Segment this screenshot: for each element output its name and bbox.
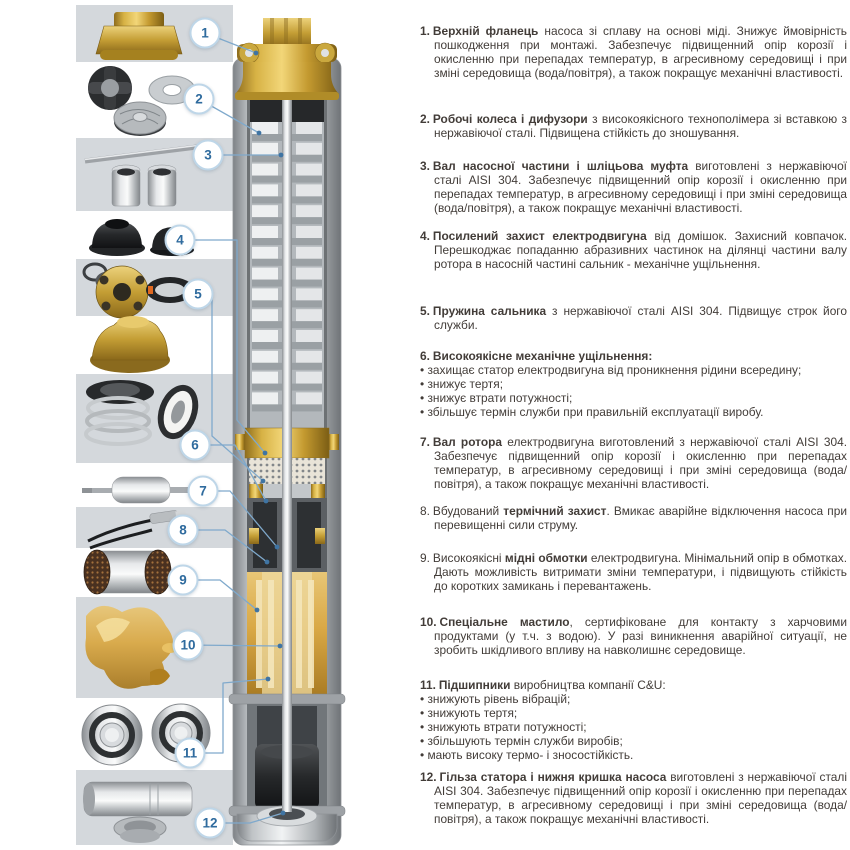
callout-7: 7 bbox=[188, 476, 219, 507]
callout-10: 10 bbox=[173, 630, 204, 661]
callout-8: 8 bbox=[168, 515, 199, 546]
callout-11: 11 bbox=[175, 738, 206, 769]
item-text: Високоякісні мідні обмотки електродвигуна. Мінімальний опір в обмотках. Дають можливість витримати зміни температури, і підвищують стійкість до коротких замикань і перевантажень. bbox=[432, 551, 847, 593]
part-photo-rotor-shaft bbox=[82, 477, 194, 503]
callout-6: 6 bbox=[180, 430, 211, 461]
description-item-1 bbox=[420, 25, 847, 81]
item-number: 10. bbox=[420, 615, 437, 629]
description-item-2 bbox=[420, 113, 847, 141]
item-text: Підшипники виробництва компанії C&U: bbox=[438, 678, 666, 692]
bullet-line: • мають високу термо- і зносостійкість. bbox=[420, 747, 634, 762]
item-text: Пружина сальника з нержавіючої сталі AISI 304. Підвищує строк його служби. bbox=[432, 304, 847, 332]
callout-12: 12 bbox=[195, 808, 226, 839]
item-number: 12. bbox=[420, 770, 437, 784]
item-number: 5. bbox=[420, 304, 430, 318]
description-item-9 bbox=[420, 552, 847, 594]
descriptions-panel bbox=[420, 0, 847, 850]
callout-3: 3 bbox=[193, 140, 224, 171]
bullet-line: • знижують тертя; bbox=[420, 705, 518, 720]
item-text: Вал насосної частини і шліцьова муфта виготовлені з нержавіючої сталі AISI 304. Забезпечує підвищенний опір корозії і окисленню при перепадах температур, в агресивному середовищі і при зміні середовища (вода/повітря), а також покращує механічні властивості. bbox=[432, 159, 847, 215]
description-item-10 bbox=[420, 616, 847, 658]
part-photo-stator-windings bbox=[84, 550, 171, 594]
description-item-5 bbox=[420, 305, 847, 333]
item-number: 6. bbox=[420, 349, 430, 363]
item-text: Гільза статора і нижня кришка насоса виготовлені з нержавіючої сталі AISI 304. Забезпечує підвищенний опір корозії і окисленню при перепадах температур, в агресивному середовищі і при зміні середовища (вода/повітря), а також покращує механічні властивості. bbox=[434, 770, 847, 826]
callout-2: 2 bbox=[184, 84, 215, 115]
bullet-line: • знижують рівень вібрацій; bbox=[420, 691, 571, 706]
item-number: 1. bbox=[420, 24, 430, 38]
description-item-4 bbox=[420, 230, 847, 272]
callout-9: 9 bbox=[168, 565, 199, 596]
description-item-3 bbox=[420, 160, 847, 216]
item-text: Високоякісне механічне ущільнення: bbox=[432, 349, 653, 363]
part-photo-impellers-diffusers bbox=[88, 66, 195, 136]
item-number: 11. bbox=[420, 678, 436, 692]
bullet-line: • знижують втрати потужності; bbox=[420, 719, 587, 734]
description-item-8 bbox=[420, 505, 847, 533]
item-text: Вал ротора електродвигуна виготовлений з нержавіючої сталі AISI 304. Забезпечує підвищенний опір корозії і окисленню при перепадах температур, в агресивному середовищі і при зміні середовища (вода/повітря), а також покращує механічні властивості. bbox=[432, 435, 847, 491]
part-photo-brass-bell-cover bbox=[90, 316, 170, 373]
bullet-line: • збільшує термін служби при правильній експлуатації виробу. bbox=[420, 404, 764, 419]
bullet-line: • знижує тертя; bbox=[420, 376, 503, 391]
callout-4: 4 bbox=[165, 225, 196, 256]
item-text: Робочі колеса і дифузори з високоякісного технополімера зі вставкою з нержавіючої сталі. Підвищена стійкість до зношування. bbox=[432, 112, 847, 140]
item-number: 9. bbox=[420, 551, 430, 565]
item-text: Спеціальне мастило, сертифіковане для контакту з харчовими продуктами (у т.ч. з водою). У разі виникнення аварійної ситуації, не зробить шкідливого впливу на навколишнє середовище. bbox=[434, 615, 847, 657]
item-number: 4. bbox=[420, 229, 430, 243]
bullet-line: • захищає статор електродвигуна від проникнення рідини всередину; bbox=[420, 362, 802, 377]
item-text: Верхній фланець насоса зі сплаву на основі міді. Знижує ймовірність пошкодження при монтажі. Забезпечує підвищенний опір корозії і окисленню при перепадах температур, в агресивному середовищі і при зміні середовища (вода/повітря), а також покращує механічні властивості. bbox=[432, 24, 847, 80]
bullet-line: • збільшують термін служби виробів; bbox=[420, 733, 623, 748]
callout-1: 1 bbox=[190, 18, 221, 49]
item-text: Вбудований термічний захист. Вмикає аварійне відключення насоса при перевищенні сили струму. bbox=[432, 504, 847, 532]
item-number: 7. bbox=[420, 435, 430, 449]
item-number: 3. bbox=[420, 159, 430, 173]
item-text: Посилений захист електродвигуна від домішок. Захисний ковпачок. Перешкоджає попаданню абразивних частинок на ділянці частини валу ротора в насосній частині сальник - механічне ущільнення. bbox=[432, 229, 848, 271]
bullet-line: • знижує втрати потужності; bbox=[420, 390, 573, 405]
callout-5: 5 bbox=[183, 279, 214, 310]
description-item-6 bbox=[420, 350, 847, 420]
item-number: 8. bbox=[420, 504, 430, 518]
pump-top-flange bbox=[235, 18, 339, 100]
description-item-11 bbox=[420, 679, 847, 762]
description-item-7 bbox=[420, 436, 847, 492]
description-item-12 bbox=[420, 771, 847, 827]
item-number: 2. bbox=[420, 112, 430, 126]
pump-shaft bbox=[282, 96, 292, 812]
